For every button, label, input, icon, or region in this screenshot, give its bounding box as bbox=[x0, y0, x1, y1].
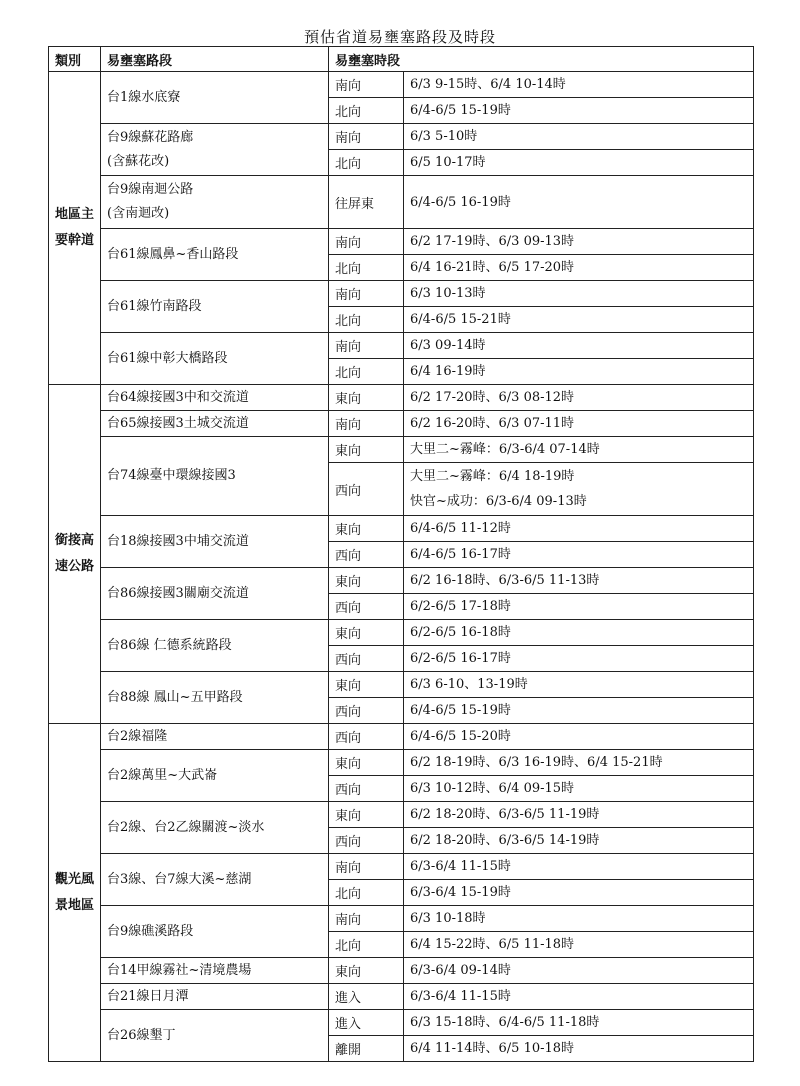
time-value: 6/4-6/5 11-12時 bbox=[410, 521, 511, 536]
time-cell bbox=[404, 698, 754, 724]
time-cell bbox=[404, 776, 754, 802]
road-cell bbox=[101, 72, 329, 124]
direction-cell: 南向 bbox=[329, 411, 404, 437]
time-cell bbox=[404, 880, 754, 906]
category-label: 銜接高 bbox=[55, 533, 95, 548]
time-cell bbox=[404, 984, 754, 1010]
time-value: 6/2 17-20時、6/3 08-12時 bbox=[410, 390, 575, 405]
category-label: 觀光風 bbox=[55, 871, 95, 887]
road-name: 台1線水底寮 bbox=[107, 89, 181, 105]
road-cell bbox=[101, 750, 329, 802]
direction-cell: 南向 bbox=[329, 124, 404, 150]
table-row bbox=[49, 724, 754, 750]
road-cell bbox=[101, 672, 329, 724]
direction-cell: 東向 bbox=[329, 385, 404, 411]
time-value: 6/2-6/5 16-18時 bbox=[410, 625, 511, 640]
direction-cell: 西向 bbox=[329, 594, 404, 620]
road-name: 台26線墾丁 bbox=[107, 1027, 176, 1043]
table-row bbox=[49, 906, 754, 932]
time-cell bbox=[404, 958, 754, 984]
road-cell bbox=[101, 984, 329, 1010]
road-name: 台74線臺中環線接國3 bbox=[107, 468, 236, 483]
time-cell bbox=[404, 672, 754, 698]
time-value: 6/4-6/5 16-17時 bbox=[410, 547, 511, 562]
time-value: 6/3-6/4 11-15時 bbox=[410, 989, 511, 1004]
time-value: 6/2 18-19時、6/3 16-19時、6/4 15-21時 bbox=[410, 755, 663, 770]
table-row bbox=[49, 854, 754, 880]
header-time: 易壅塞時段 bbox=[329, 47, 754, 72]
table-row bbox=[49, 176, 754, 229]
time-cell bbox=[404, 828, 754, 854]
time-cell bbox=[404, 724, 754, 750]
table-row bbox=[49, 672, 754, 698]
time-value: 6/3 09-14時 bbox=[410, 338, 486, 353]
table-row bbox=[49, 411, 754, 437]
road-name: 台61線鳳鼻~香山路段 bbox=[107, 246, 239, 262]
road-name: 台2線福隆 bbox=[107, 728, 168, 744]
table-row bbox=[49, 437, 754, 463]
direction-cell: 東向 bbox=[329, 958, 404, 984]
direction-cell: 東向 bbox=[329, 672, 404, 698]
table-row bbox=[49, 750, 754, 776]
direction-cell: 西向 bbox=[329, 542, 404, 568]
direction-cell: 西向 bbox=[329, 463, 404, 516]
road-name: 台61線竹南路段 bbox=[107, 298, 202, 314]
road-cell bbox=[101, 620, 329, 672]
direction-cell: 北向 bbox=[329, 255, 404, 281]
time-cell bbox=[404, 568, 754, 594]
time-cell bbox=[404, 463, 754, 516]
time-cell bbox=[404, 281, 754, 307]
time-cell bbox=[404, 542, 754, 568]
direction-cell: 南向 bbox=[329, 281, 404, 307]
time-cell bbox=[404, 646, 754, 672]
table-row bbox=[49, 72, 754, 98]
time-cell bbox=[404, 150, 754, 176]
direction-cell: 西向 bbox=[329, 646, 404, 672]
road-name: 台9線礁溪路段 bbox=[107, 923, 194, 939]
time-value: 6/4 11-14時、6/5 10-18時 bbox=[410, 1041, 575, 1056]
time-value: 6/4-6/5 15-19時 bbox=[410, 703, 511, 718]
direction-cell: 東向 bbox=[329, 437, 404, 463]
time-value: 6/2 17-19時、6/3 09-13時 bbox=[410, 234, 575, 249]
time-value: 快官~成功：6/3-6/4 09-13時 bbox=[410, 494, 587, 509]
time-cell bbox=[404, 124, 754, 150]
category-label: 要幹道 bbox=[55, 233, 95, 248]
direction-cell: 東向 bbox=[329, 568, 404, 594]
time-cell bbox=[404, 385, 754, 411]
direction-cell: 東向 bbox=[329, 516, 404, 542]
time-value: 6/4 16-19時 bbox=[410, 364, 486, 379]
direction-cell: 西向 bbox=[329, 776, 404, 802]
direction-cell: 南向 bbox=[329, 72, 404, 98]
road-cell bbox=[101, 906, 329, 958]
table-row bbox=[49, 568, 754, 594]
road-cell bbox=[101, 724, 329, 750]
time-value: 6/3 6-10、13-19時 bbox=[410, 677, 528, 692]
table-row bbox=[49, 281, 754, 307]
direction-cell: 西向 bbox=[329, 828, 404, 854]
time-value: 6/2 16-20時、6/3 07-11時 bbox=[410, 416, 575, 431]
road-cell bbox=[101, 958, 329, 984]
time-value: 6/4-6/5 16-19時 bbox=[410, 194, 511, 210]
time-value: 6/4 16-21時、6/5 17-20時 bbox=[410, 260, 575, 275]
direction-cell: 北向 bbox=[329, 932, 404, 958]
road-name: 台9線南迴公路 bbox=[107, 182, 194, 197]
time-cell bbox=[404, 854, 754, 880]
time-value: 6/3 10-18時 bbox=[410, 911, 486, 926]
time-value: 6/4 15-22時、6/5 11-18時 bbox=[410, 937, 575, 952]
time-cell bbox=[404, 176, 754, 229]
time-cell bbox=[404, 229, 754, 255]
time-value: 6/3 10-13時 bbox=[410, 286, 486, 301]
road-cell bbox=[101, 516, 329, 568]
time-cell bbox=[404, 1010, 754, 1036]
road-name: 台2線、台2乙線關渡~淡水 bbox=[107, 819, 265, 835]
direction-cell: 進入 bbox=[329, 1010, 404, 1036]
table-row bbox=[49, 333, 754, 359]
road-cell bbox=[101, 854, 329, 906]
road-name: 台21線日月潭 bbox=[107, 988, 189, 1004]
road-cell bbox=[101, 802, 329, 854]
direction-cell: 進入 bbox=[329, 984, 404, 1010]
table-row bbox=[49, 385, 754, 411]
time-cell bbox=[404, 98, 754, 124]
road-cell bbox=[101, 281, 329, 333]
table-row bbox=[49, 229, 754, 255]
table-row bbox=[49, 124, 754, 150]
road-name: 台61線中彰大橋路段 bbox=[107, 350, 228, 366]
road-name: 台2線萬里~大武崙 bbox=[107, 767, 218, 783]
road-name: (含南迴改) bbox=[107, 206, 170, 221]
direction-cell: 南向 bbox=[329, 229, 404, 255]
road-name: 台9線蘇花路廊 bbox=[107, 129, 194, 145]
table-body bbox=[49, 72, 754, 1062]
time-cell bbox=[404, 932, 754, 958]
time-cell bbox=[404, 255, 754, 281]
direction-cell: 北向 bbox=[329, 150, 404, 176]
road-name: (含蘇花改) bbox=[107, 153, 170, 169]
time-cell bbox=[404, 411, 754, 437]
time-cell bbox=[404, 802, 754, 828]
direction-cell: 北向 bbox=[329, 307, 404, 333]
time-value: 大里二~霧峰：6/4 18-19時 bbox=[410, 469, 575, 484]
time-cell bbox=[404, 516, 754, 542]
time-cell bbox=[404, 750, 754, 776]
table-row bbox=[49, 984, 754, 1010]
time-cell bbox=[404, 437, 754, 463]
table-row bbox=[49, 620, 754, 646]
direction-cell: 東向 bbox=[329, 750, 404, 776]
time-value: 6/4-6/5 15-19時 bbox=[410, 103, 511, 118]
road-name: 台18線接國3中埔交流道 bbox=[107, 533, 249, 549]
time-value: 6/3-6/4 15-19時 bbox=[410, 885, 511, 900]
direction-cell: 西向 bbox=[329, 724, 404, 750]
direction-cell: 東向 bbox=[329, 802, 404, 828]
category-label: 景地區 bbox=[55, 897, 95, 913]
time-value: 6/3 10-12時、6/4 09-15時 bbox=[410, 781, 575, 796]
road-name: 台86線 仁德系統路段 bbox=[107, 637, 232, 653]
time-value: 6/2-6/5 17-18時 bbox=[410, 599, 511, 614]
road-cell bbox=[101, 333, 329, 385]
road-name: 台86線接國3關廟交流道 bbox=[107, 585, 249, 601]
road-cell bbox=[101, 568, 329, 620]
time-cell bbox=[404, 906, 754, 932]
time-value: 6/2 18-20時、6/3-6/5 11-19時 bbox=[410, 807, 600, 822]
direction-cell: 離開 bbox=[329, 1036, 404, 1062]
time-value: 6/5 10-17時 bbox=[410, 155, 486, 170]
congestion-table bbox=[48, 46, 754, 1062]
time-cell bbox=[404, 333, 754, 359]
time-value: 6/3 15-18時、6/4-6/5 11-18時 bbox=[410, 1015, 600, 1030]
category-label: 速公路 bbox=[55, 559, 95, 574]
direction-cell: 南向 bbox=[329, 906, 404, 932]
time-cell bbox=[404, 307, 754, 333]
category-cell bbox=[49, 72, 101, 385]
road-name: 台3線、台7線大溪~慈湖 bbox=[107, 871, 252, 887]
direction-cell: 北向 bbox=[329, 880, 404, 906]
table-row bbox=[49, 958, 754, 984]
direction-cell: 南向 bbox=[329, 854, 404, 880]
time-cell bbox=[404, 620, 754, 646]
time-value: 6/3-6/4 11-15時 bbox=[410, 859, 511, 874]
category-cell bbox=[49, 724, 101, 1062]
time-cell bbox=[404, 594, 754, 620]
road-cell bbox=[101, 411, 329, 437]
road-name: 台65線接國3土城交流道 bbox=[107, 415, 249, 431]
time-cell bbox=[404, 1036, 754, 1062]
time-value: 6/2 18-20時、6/3-6/5 14-19時 bbox=[410, 833, 600, 848]
road-cell bbox=[101, 229, 329, 281]
table-row bbox=[49, 516, 754, 542]
table-row bbox=[49, 1010, 754, 1036]
time-value: 6/2 16-18時、6/3-6/5 11-13時 bbox=[410, 573, 600, 588]
document-title: 預估省道易壅塞路段及時段 bbox=[303, 28, 496, 46]
road-name: 台14甲線霧社~清境農場 bbox=[107, 962, 252, 978]
road-name: 台64線接國3中和交流道 bbox=[107, 389, 249, 405]
time-cell bbox=[404, 72, 754, 98]
road-cell bbox=[101, 124, 329, 176]
header-road: 易壅塞路段 bbox=[101, 47, 329, 72]
direction-cell: 南向 bbox=[329, 333, 404, 359]
road-cell bbox=[101, 176, 329, 229]
road-name: 台88線 鳳山~五甲路段 bbox=[107, 689, 243, 705]
direction-cell: 西向 bbox=[329, 698, 404, 724]
road-cell bbox=[101, 1010, 329, 1062]
time-value: 6/3-6/4 09-14時 bbox=[410, 963, 511, 978]
time-value: 6/4-6/5 15-20時 bbox=[410, 729, 511, 744]
road-cell bbox=[101, 437, 329, 516]
table-row bbox=[49, 802, 754, 828]
time-value: 6/2-6/5 16-17時 bbox=[410, 651, 511, 666]
category-cell bbox=[49, 385, 101, 724]
road-cell bbox=[101, 385, 329, 411]
header-category: 類別 bbox=[49, 47, 101, 72]
time-value: 6/4-6/5 15-21時 bbox=[410, 312, 511, 327]
time-cell bbox=[404, 359, 754, 385]
direction-cell: 東向 bbox=[329, 620, 404, 646]
time-value: 6/3 9-15時、6/4 10-14時 bbox=[410, 77, 566, 92]
direction-cell: 往屏東 bbox=[329, 176, 404, 229]
table-header-row bbox=[49, 47, 754, 72]
direction-cell: 北向 bbox=[329, 359, 404, 385]
time-value: 6/3 5-10時 bbox=[410, 129, 478, 144]
direction-cell: 北向 bbox=[329, 98, 404, 124]
time-value: 大里二~霧峰：6/3-6/4 07-14時 bbox=[410, 442, 600, 457]
category-label: 地區主 bbox=[55, 207, 95, 222]
